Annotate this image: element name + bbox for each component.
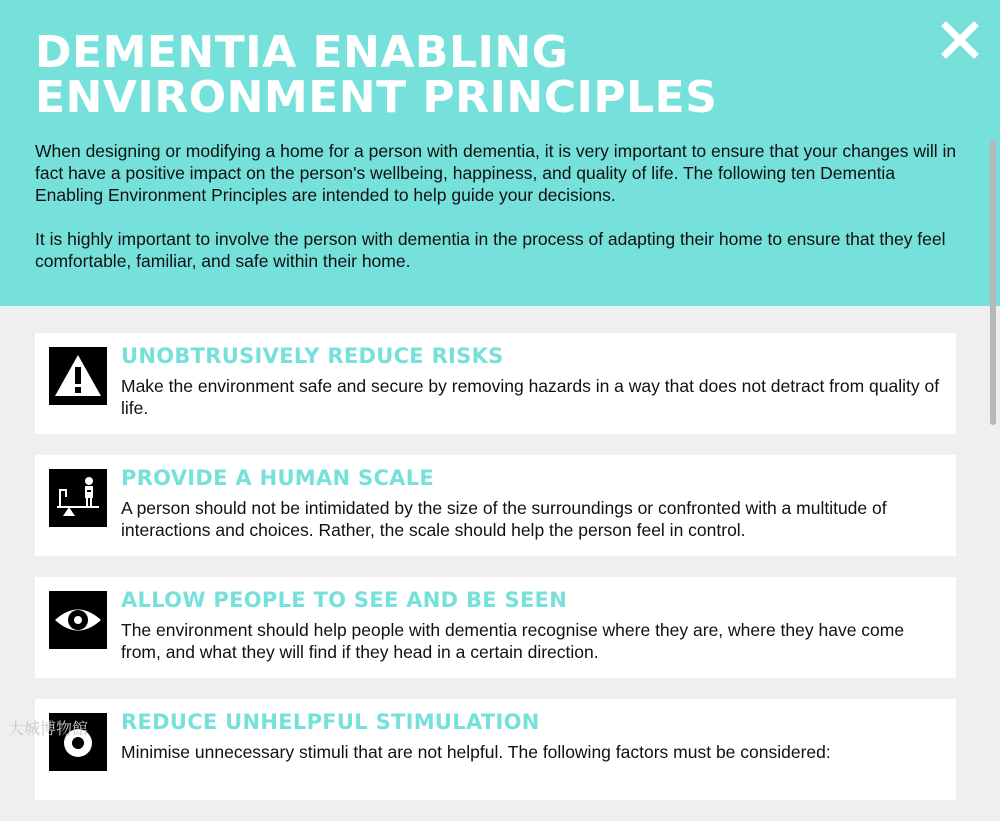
principle-description: Make the environment safe and secure by removing hazards in a way that does not detract from quality of life. (121, 376, 940, 418)
header-panel (0, 0, 1000, 306)
page-title (35, 27, 718, 123)
warning-icon (49, 347, 107, 405)
principle-title: UNOBTRUSIVELY REDUCE RISKS (121, 344, 504, 368)
intro-paragraph-secondary: It is highly important to involve the person with dementia in the process of adapting their home to ensure that they feel comfortable, familiar, and safe within their home. (35, 229, 946, 271)
principle-description: Minimise unnecessary stimuli that are not helpful. The following factors must be considered: (121, 742, 831, 762)
eye-icon (49, 591, 107, 649)
human-scale-icon (49, 469, 107, 527)
principle-title: REDUCE UNHELPFUL STIMULATION (121, 710, 540, 734)
principle-card-see-and-be-seen[interactable] (35, 577, 956, 678)
principle-description: A person should not be intimidated by the size of the surroundings or confronted with a multitude of interactions and choices. Rather, the scale should help the person feel in control. (121, 498, 887, 540)
intro-paragraph: When designing or modifying a home for a person with dementia, it is very important to ensure that your changes will in fact have a positive impact on the person's wellbeing, happiness, and quality of life. The following ten Dementia Enabling Environment Principles are intended to help guide your decisions. (35, 141, 957, 205)
close-icon (940, 20, 980, 60)
principles-list (35, 333, 956, 821)
scrollbar[interactable] (990, 140, 996, 425)
principle-card-reduce-risks[interactable] (35, 333, 956, 434)
principle-description: The environment should help people with dementia recognise where they are, where they have come from, and what they will find if they head in a certain direction. (121, 620, 905, 662)
page-title-line-1: DEMENTIA ENABLING (35, 27, 569, 78)
watermark: 大城博物館 (8, 719, 89, 738)
principle-title: ALLOW PEOPLE TO SEE AND BE SEEN (121, 588, 568, 612)
principle-card-human-scale[interactable] (35, 455, 956, 556)
principle-title: PROVIDE A HUMAN SCALE (121, 466, 435, 490)
close-button[interactable] (940, 20, 980, 60)
page-title-line-2: ENVIRONMENT PRINCIPLES (35, 72, 718, 123)
